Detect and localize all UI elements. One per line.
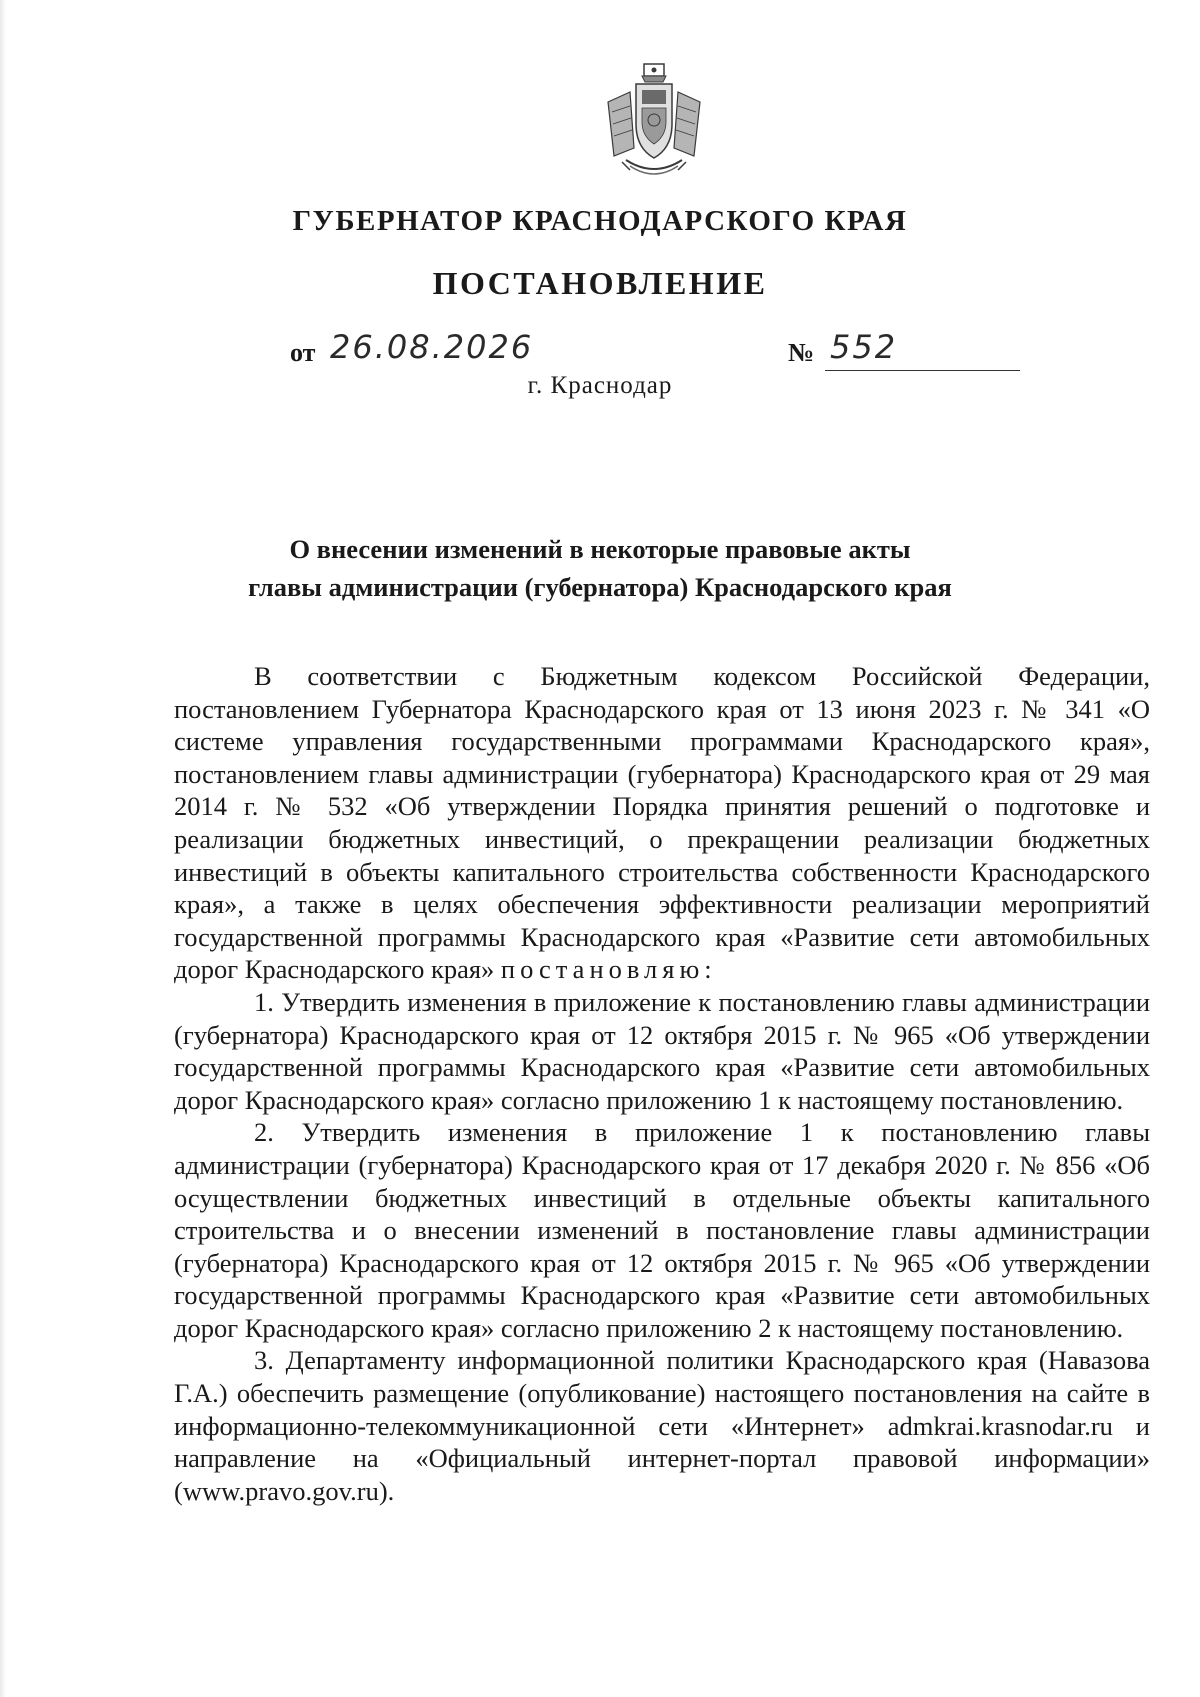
document-subject — [0, 530, 1200, 606]
city: г. Краснодар — [527, 372, 673, 399]
coat-of-arms-icon — [600, 62, 708, 182]
item-2: 2. Утвердить изменения в приложение 1 к постановлению главы администрации (губернатора) Краснодарского края от 17 декабря 2020 г. № 856 «Об осуществлении бюджетных инвестиций в отдельные объекты капитального строительства и о внесении изменений в постановление главы администрации (губернатора) Краснодарского края от 12 октября 2015 г. № 965 «Об утверждении государственной программы Краснодарского края «Развитие сети автомобильных дорог Краснодарского края» согласно приложению 2 к настоящему постановлению. — [174, 1117, 1150, 1343]
number-label: № — [788, 338, 815, 367]
item-3: 3. Департаменту информационной политики Краснодарского края (Навазова Г.А.) обеспечить размещение (опубликование) настоящего постановления на сайте в информационно-телекоммуникационной сети «Интернет» admkrai.krasnodar.ru и направление на «Официальный интернет-портал правовой информации» (www.pravo.gov.ru). — [174, 1345, 1150, 1506]
date-label: от — [290, 338, 316, 367]
date-value: 26.08.2026 — [330, 328, 534, 366]
preamble-paragraph — [174, 660, 1150, 986]
document-body — [174, 660, 1150, 1507]
date-number-row — [290, 328, 1050, 370]
issuer-title: ГУБЕРНАТОР КРАСНОДАРСКОГО КРАЯ — [292, 205, 908, 237]
item-1: 1. Утвердить изменения в приложение к постановлению главы администрации (губернатора) Краснодарского края от 12 октября 2015 г. № 965 «Об утверждении государственной программы Краснодарского края «Развитие сети автомобильных дорог Краснодарского края» согласно приложению 1 к настоящему постановлению. — [174, 986, 1150, 1115]
scan-edge — [0, 0, 6, 1697]
preamble-text: В соответствии с Бюджетным кодексом Российской Федерации, постановлением Губернатора Краснодарского края от 13 июня 2023 г. № 341 «О системе управления государственными программами Краснодарского края», постановлением главы администрации (губернатора) Краснодарского края от 29 мая 2014 г. № 532 «Об утверждении Порядка принятия решений о подготовке и реализации бюджетных инвестиций, о прекращении реализации бюджетных инвестиций в объекты капитального строительства собственности Краснодарского края», а также в целях обеспечения эффективности реализации мероприятий государственной программы Краснодарского края «Развитие сети автомобильных дорог Краснодарского края» — [174, 661, 1150, 985]
subject-line-2: главы администрации (губернатора) Краснодарского края — [248, 572, 952, 602]
subject-line-1: О внесении изменений в некоторые правовые акты — [289, 534, 911, 564]
resolve-word: постановляю: — [500, 954, 717, 985]
number-underline — [825, 370, 1020, 371]
number-value: 552 — [830, 328, 898, 366]
document-type: ПОСТАНОВЛЕНИЕ — [432, 265, 768, 301]
